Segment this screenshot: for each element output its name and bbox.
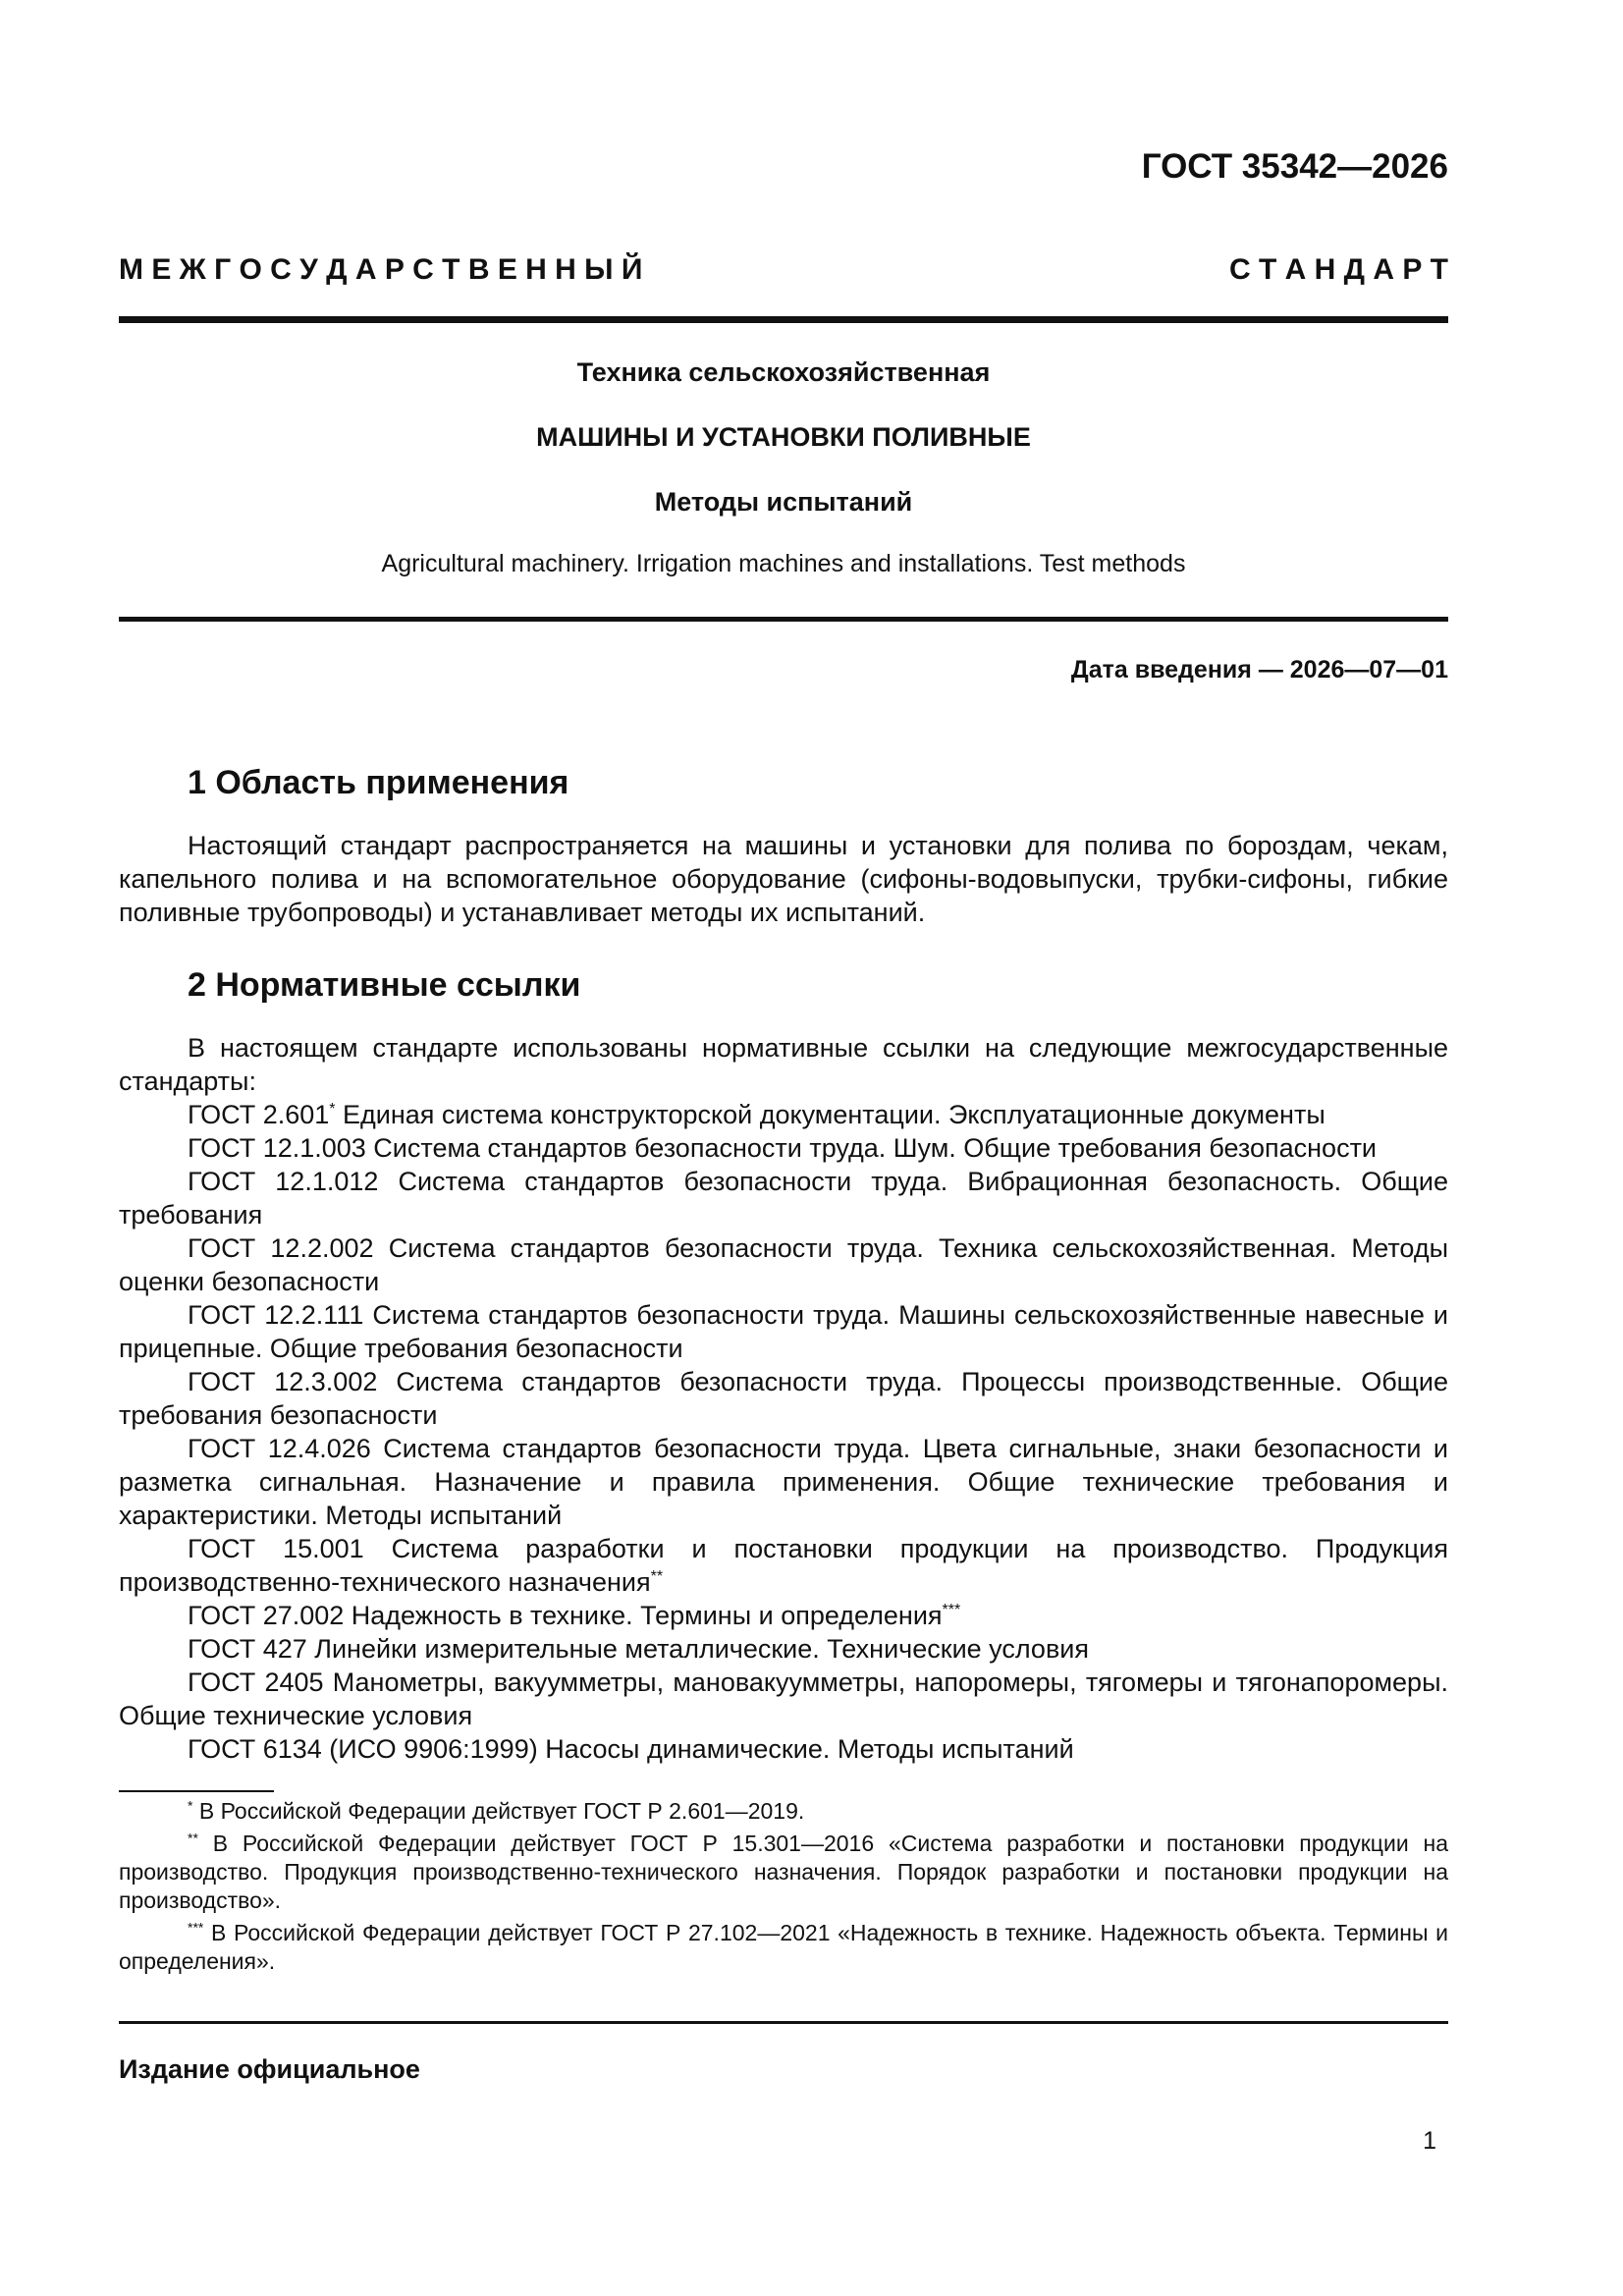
page-number: 1 [1423, 2127, 1436, 2155]
footnote-text: В Российской Федерации действует ГОСТ Р 15.301—2016 «Система разработки и постановки продукции на производство. Продукция производственно-технического назначения. Порядок разработки и постановки продукции на производство». [119, 1831, 1448, 1913]
footnote-marker: ** [188, 1830, 198, 1846]
section-1-paragraph: Настоящий стандарт распространяется на машины и установки для полива по бороздам, чекам, капельного полива и на вспомогательное оборудование (сифоны-водовыпуски, трубки-сифоны, гибкие поливные трубопроводы) и устанавливает методы их испытаний. [119, 831, 1448, 927]
section-2-intro: В настоящем стандарте использованы нормативные ссылки на следующие межгосударственные стандарты: [119, 1033, 1448, 1096]
reference-text: ГОСТ 2.601 [188, 1100, 330, 1129]
reference-item [119, 1632, 1448, 1666]
footnote-item [119, 1919, 1448, 1976]
reference-text: ГОСТ 12.1.003 Система стандартов безопасности труда. Шум. Общие требования безопасности [188, 1133, 1378, 1163]
reference-item [119, 1365, 1448, 1432]
reference-text: ГОСТ 12.3.002 Система стандартов безопасности труда. Процессы производственные. Общие требования безопасности [119, 1367, 1448, 1430]
reference-text: ГОСТ 12.2.111 Система стандартов безопасности труда. Машины сельскохозяйственные навесные и прицепные. Общие требования безопасности [119, 1300, 1448, 1363]
title-english: Agricultural machinery. Irrigation machines and installations. Test methods [381, 550, 1186, 577]
footnote-item [119, 1797, 1448, 1826]
reference-item [119, 1165, 1448, 1231]
footnote-item [119, 1830, 1448, 1915]
footnote-separator [119, 1790, 274, 1792]
reference-item [119, 1131, 1448, 1165]
title-category: Техника сельскохозяйственная [576, 357, 991, 387]
reference-text-rest: Единая система конструкторской документации. Эксплуатационные документы [335, 1100, 1325, 1129]
reference-text: ГОСТ 27.002 Надежность в технике. Термины и определения [188, 1601, 943, 1630]
footnote-marker: *** [942, 1602, 961, 1618]
top-rule [119, 316, 1448, 323]
references-list [119, 1098, 1448, 1766]
reference-item [119, 1098, 1448, 1131]
reference-item [119, 1298, 1448, 1365]
reference-text: ГОСТ 12.1.012 Система стандартов безопасности труда. Вибрационная безопасность. Общие требования [119, 1167, 1448, 1230]
document-number: ГОСТ 35342—2026 [1141, 147, 1448, 186]
reference-text: ГОСТ 6134 (ИСО 9906:1999) Насосы динамические. Методы испытаний [188, 1734, 1074, 1764]
reference-text: ГОСТ 427 Линейки измерительные металлические. Технические условия [188, 1634, 1089, 1664]
section-2-heading: 2 Нормативные ссылки [188, 966, 581, 1004]
section-2-body [119, 1031, 1448, 1766]
edition-label: Издание официальное [119, 2054, 420, 2084]
title-rule [119, 617, 1448, 622]
section-1-heading: 1 Область применения [188, 764, 569, 801]
reference-text: ГОСТ 15.001 Система разработки и постановки продукции на производство. Продукция производственно-технического назначения [119, 1534, 1448, 1597]
footnote-text: В Российской Федерации действует ГОСТ Р 2.601—2019. [192, 1798, 805, 1824]
bottom-rule [119, 2021, 1448, 2024]
reference-text: ГОСТ 12.2.002 Система стандартов безопасности труда. Техника сельскохозяйственная. Методы оценки безопасности [119, 1233, 1448, 1296]
reference-item [119, 1599, 1448, 1632]
footnote-marker: *** [188, 1919, 204, 1936]
title-main: МАШИНЫ И УСТАНОВКИ ПОЛИВНЫЕ [536, 422, 1031, 452]
reference-item [119, 1231, 1448, 1298]
footnote-marker: ** [650, 1568, 664, 1585]
footnote-text: В Российской Федерации действует ГОСТ Р 27.102—2021 «Надежность в технике. Надежность объекта. Термины и определения». [119, 1920, 1448, 1974]
reference-item [119, 1432, 1448, 1532]
reference-text: ГОСТ 12.4.026 Система стандартов безопасности труда. Цвета сигнальные, знаки безопасности и разметка сигнальная. Назначение и правила применения. Общие технические требования и характеристики. Методы испытаний [119, 1434, 1448, 1530]
footnote-marker: * [329, 1101, 336, 1118]
banner-word-interstate: М Е Ж Г О С У Д А Р С Т В Е Н Н Ы Й [119, 253, 643, 286]
reference-item [119, 1732, 1448, 1766]
standard-banner [119, 253, 1448, 287]
reference-item [119, 1666, 1448, 1732]
reference-item [119, 1532, 1448, 1599]
footnote-marker: * [188, 1797, 193, 1814]
footnotes [119, 1797, 1448, 1980]
title-subtitle: Методы испытаний [654, 487, 913, 517]
banner-word-standard: С Т А Н Д А Р Т [1228, 253, 1448, 286]
section-1-body [119, 829, 1448, 929]
reference-text: ГОСТ 2405 Манометры, вакуумметры, мановакуумметры, напоромеры, тягомеры и тягонапоромеры. Общие технические условия [119, 1667, 1448, 1730]
introduction-date: Дата введения — 2026—07—01 [1070, 656, 1448, 683]
